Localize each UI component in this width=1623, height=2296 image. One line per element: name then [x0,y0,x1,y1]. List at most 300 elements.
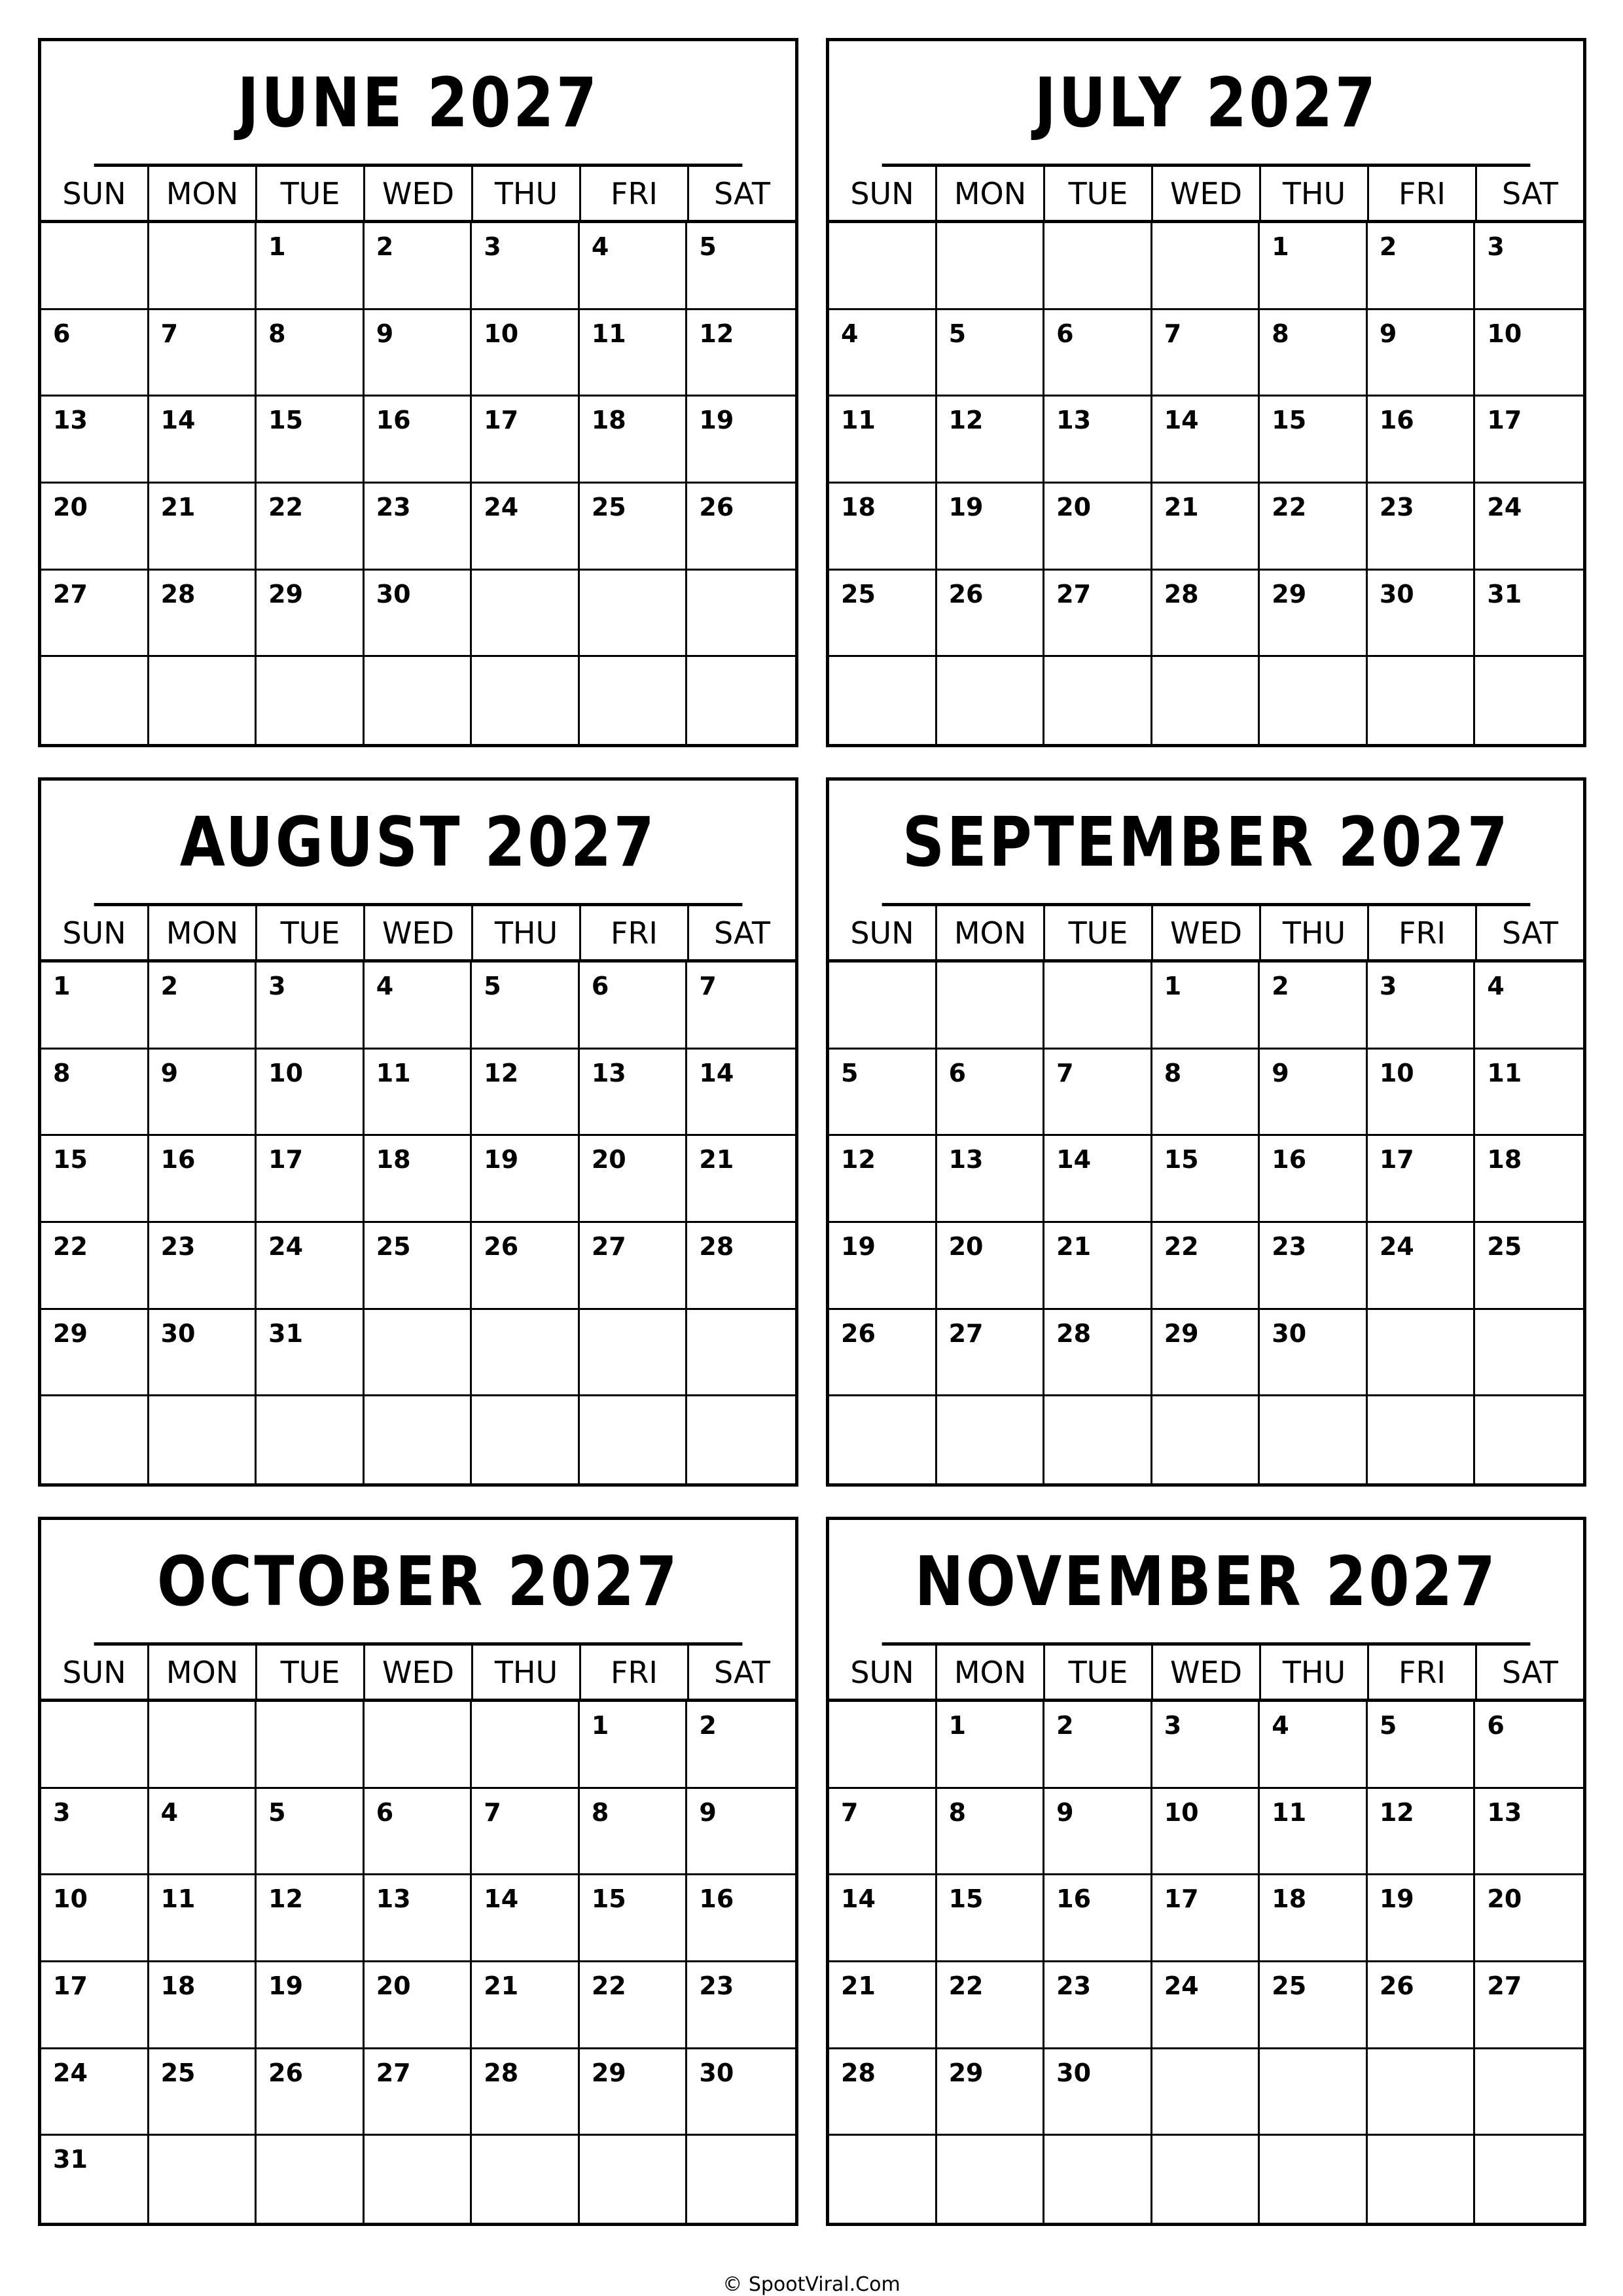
day-cell: 17 [41,1962,149,2049]
day-cell [365,2136,473,2223]
day-grid [829,223,1583,744]
day-cell: 30 [149,1310,257,1397]
day-cell: 5 [257,1789,365,1876]
day-cell: 19 [687,397,795,484]
weekday-label: SUN [41,167,149,220]
day-cell [257,1702,365,1789]
day-cell [472,2136,580,2223]
day-cell [149,1396,257,1483]
day-cell: 10 [1368,1050,1476,1137]
day-cell: 25 [149,2049,257,2136]
day-cell: 9 [1368,310,1476,397]
day-cell: 3 [1368,963,1476,1050]
day-cell: 21 [1152,484,1260,571]
day-cell [365,657,473,744]
weekday-label: SUN [829,906,937,959]
day-cell: 22 [257,484,365,571]
day-cell [472,571,580,658]
day-cell [41,657,149,744]
day-cell: 31 [41,2136,149,2223]
day-cell: 9 [149,1050,257,1137]
day-cell: 6 [1044,310,1152,397]
day-cell: 28 [1044,1310,1152,1397]
day-cell: 21 [687,1136,795,1223]
day-cell: 11 [149,1875,257,1962]
weekday-label: WED [1153,1646,1261,1699]
weekday-label: WED [365,167,473,220]
month-title: AUGUST 2027 [94,781,743,906]
weekday-label: FRI [1369,1646,1477,1699]
day-cell: 28 [149,571,257,658]
day-cell: 28 [829,2049,937,2136]
month-july [826,38,1586,747]
day-cell: 1 [1260,223,1368,310]
day-cell: 10 [1152,1789,1260,1876]
day-cell [1475,2049,1583,2136]
day-cell: 5 [687,223,795,310]
day-cell: 30 [687,2049,795,2136]
day-cell: 24 [41,2049,149,2136]
day-cell [1044,1396,1152,1483]
day-cell [149,223,257,310]
day-cell: 2 [1260,963,1368,1050]
day-cell: 27 [41,571,149,658]
day-cell: 21 [149,484,257,571]
day-cell [1368,1396,1476,1483]
day-cell: 7 [1044,1050,1152,1137]
day-cell [1260,2049,1368,2136]
weekday-label: MON [149,167,257,220]
day-cell [687,2136,795,2223]
day-cell [1475,1396,1583,1483]
day-cell [1044,963,1152,1050]
day-cell [365,1396,473,1483]
day-cell [1475,657,1583,744]
weekday-label: WED [365,1646,473,1699]
weekday-label: TUE [1045,906,1153,959]
day-cell: 27 [580,1223,688,1310]
day-cell: 20 [365,1962,473,2049]
day-cell: 29 [1260,571,1368,658]
day-cell: 12 [472,1050,580,1137]
day-cell: 25 [580,484,688,571]
day-cell: 13 [937,1136,1045,1223]
day-cell [1152,657,1260,744]
weekday-label: SUN [41,1646,149,1699]
day-cell: 8 [1260,310,1368,397]
day-cell [472,1310,580,1397]
day-cell: 11 [365,1050,473,1137]
day-cell [1368,2049,1476,2136]
day-cell [687,657,795,744]
day-cell: 19 [1368,1875,1476,1962]
day-cell: 24 [257,1223,365,1310]
day-cell: 24 [472,484,580,571]
day-cell: 7 [1152,310,1260,397]
day-cell: 15 [257,397,365,484]
day-cell: 18 [149,1962,257,2049]
day-cell: 13 [1475,1789,1583,1876]
day-cell: 8 [41,1050,149,1137]
day-cell: 2 [149,963,257,1050]
day-cell: 18 [1260,1875,1368,1962]
day-cell: 29 [257,571,365,658]
day-cell: 15 [1152,1136,1260,1223]
day-cell: 12 [1368,1789,1476,1876]
month-title: JUNE 2027 [94,41,743,167]
day-cell: 27 [937,1310,1045,1397]
day-cell [829,1396,937,1483]
day-cell: 14 [687,1050,795,1137]
day-cell [472,1702,580,1789]
day-cell: 18 [829,484,937,571]
day-cell: 20 [41,484,149,571]
day-cell: 2 [1368,223,1476,310]
day-cell: 25 [829,571,937,658]
day-cell: 6 [937,1050,1045,1137]
day-cell [1152,1396,1260,1483]
weekday-label: FRI [581,906,689,959]
day-cell: 30 [1044,2049,1152,2136]
weekday-header [41,167,795,223]
weekday-label: WED [365,906,473,959]
day-cell: 19 [937,484,1045,571]
day-cell: 2 [1044,1702,1152,1789]
weekday-header [829,167,1583,223]
weekday-label: SUN [829,167,937,220]
day-cell: 6 [365,1789,473,1876]
month-october [38,1517,798,2226]
day-cell: 7 [687,963,795,1050]
day-cell: 14 [472,1875,580,1962]
month-title: OCTOBER 2027 [94,1520,743,1646]
day-cell [149,657,257,744]
day-cell: 25 [1260,1962,1368,2049]
day-cell: 4 [580,223,688,310]
day-cell: 16 [1044,1875,1152,1962]
day-cell: 7 [149,310,257,397]
month-september [826,777,1586,1487]
day-cell: 14 [829,1875,937,1962]
day-cell: 24 [1368,1223,1476,1310]
day-cell: 31 [1475,571,1583,658]
day-cell: 26 [829,1310,937,1397]
day-cell: 1 [1152,963,1260,1050]
month-title: SEPTEMBER 2027 [882,781,1531,906]
day-cell: 16 [687,1875,795,1962]
day-cell: 18 [365,1136,473,1223]
weekday-label: MON [937,167,1045,220]
day-cell: 17 [1152,1875,1260,1962]
weekday-label: WED [1153,167,1261,220]
day-cell: 22 [937,1962,1045,2049]
day-cell: 30 [365,571,473,658]
weekday-label: THU [1261,906,1369,959]
day-cell: 10 [1475,310,1583,397]
day-cell: 3 [1152,1702,1260,1789]
day-cell: 17 [257,1136,365,1223]
weekday-label: FRI [581,1646,689,1699]
weekday-label: FRI [581,167,689,220]
month-title: JULY 2027 [882,41,1531,167]
day-cell: 26 [687,484,795,571]
weekday-label: SAT [1501,1654,1559,1690]
day-cell: 5 [472,963,580,1050]
day-cell: 8 [1152,1050,1260,1137]
day-cell: 4 [149,1789,257,1876]
day-cell: 15 [937,1875,1045,1962]
day-cell [1152,2136,1260,2223]
weekday-label: TUE [257,1646,365,1699]
day-cell: 31 [257,1310,365,1397]
day-cell: 4 [1475,963,1583,1050]
month-august [38,777,798,1487]
day-cell: 23 [1368,484,1476,571]
weekday-header [829,906,1583,963]
day-cell: 23 [687,1962,795,2049]
day-cell: 12 [829,1136,937,1223]
day-cell [687,571,795,658]
weekday-label: MON [937,1646,1045,1699]
day-cell [257,1396,365,1483]
weekday-label: MON [149,906,257,959]
weekday-label: TUE [1045,167,1153,220]
day-cell: 11 [580,310,688,397]
day-cell: 25 [365,1223,473,1310]
day-cell: 19 [829,1223,937,1310]
day-cell: 26 [1368,1962,1476,2049]
day-cell: 22 [1260,484,1368,571]
day-cell: 16 [149,1136,257,1223]
day-cell: 26 [937,571,1045,658]
day-cell: 6 [41,310,149,397]
day-cell: 24 [1475,484,1583,571]
day-cell: 2 [687,1702,795,1789]
day-cell [41,1396,149,1483]
day-cell: 23 [365,484,473,571]
day-cell: 17 [1368,1136,1476,1223]
day-cell [257,657,365,744]
day-cell: 23 [1260,1223,1368,1310]
day-cell: 19 [472,1136,580,1223]
day-cell: 23 [1044,1962,1152,2049]
weekday-label: TUE [257,167,365,220]
day-cell: 12 [257,1875,365,1962]
day-cell [41,1702,149,1789]
day-cell: 22 [41,1223,149,1310]
day-cell [41,223,149,310]
day-cell: 22 [1152,1223,1260,1310]
day-cell: 3 [257,963,365,1050]
weekday-header [829,1646,1583,1702]
day-cell: 28 [687,1223,795,1310]
day-cell: 24 [1152,1962,1260,2049]
day-cell [257,2136,365,2223]
day-cell: 13 [365,1875,473,1962]
weekday-label: SAT [713,175,771,211]
day-cell: 20 [1475,1875,1583,1962]
day-cell: 20 [1044,484,1152,571]
day-cell: 14 [1152,397,1260,484]
day-cell: 3 [472,223,580,310]
day-cell: 15 [580,1875,688,1962]
day-cell: 4 [1260,1702,1368,1789]
day-cell: 12 [937,397,1045,484]
day-cell [1044,223,1152,310]
weekday-label: WED [1153,906,1261,959]
day-cell: 15 [41,1136,149,1223]
day-cell: 13 [41,397,149,484]
day-cell: 4 [365,963,473,1050]
day-cell: 29 [937,2049,1045,2136]
weekday-label: THU [1261,1646,1369,1699]
day-cell: 1 [257,223,365,310]
day-cell: 23 [149,1223,257,1310]
day-cell: 29 [41,1310,149,1397]
weekday-label: MON [149,1646,257,1699]
day-cell: 11 [1260,1789,1368,1876]
day-cell: 12 [687,310,795,397]
day-cell: 13 [1044,397,1152,484]
day-cell: 16 [1368,397,1476,484]
day-cell [937,963,1045,1050]
weekday-label: SAT [713,915,771,951]
day-cell: 8 [580,1789,688,1876]
day-cell: 9 [1260,1050,1368,1137]
day-cell [687,1310,795,1397]
weekday-label: SAT [1501,175,1559,211]
day-cell: 3 [41,1789,149,1876]
day-cell: 7 [472,1789,580,1876]
weekday-label: FRI [1369,906,1477,959]
day-cell: 1 [580,1702,688,1789]
day-cell [829,223,937,310]
day-grid [829,963,1583,1483]
weekday-label: THU [473,906,581,959]
day-cell: 6 [1475,1702,1583,1789]
day-cell [472,657,580,744]
month-june [38,38,798,747]
day-cell [937,657,1045,744]
day-cell [149,2136,257,2223]
day-cell [1152,2049,1260,2136]
day-cell [829,657,937,744]
weekday-label: THU [1261,167,1369,220]
day-cell [580,657,688,744]
day-cell: 19 [257,1962,365,2049]
day-cell [1152,223,1260,310]
day-cell: 27 [1044,571,1152,658]
day-cell: 6 [580,963,688,1050]
day-cell: 7 [829,1789,937,1876]
day-cell: 18 [1475,1136,1583,1223]
day-cell: 15 [1260,397,1368,484]
day-cell [1260,1396,1368,1483]
day-cell: 9 [365,310,473,397]
weekday-label: TUE [257,906,365,959]
weekday-label: MON [937,906,1045,959]
day-cell: 22 [580,1962,688,2049]
day-cell [829,1702,937,1789]
weekday-header [41,1646,795,1702]
day-cell [937,2136,1045,2223]
weekday-label: THU [473,1646,581,1699]
day-cell [149,1702,257,1789]
weekday-label: SAT [1501,915,1559,951]
day-cell [1044,657,1152,744]
day-cell: 14 [1044,1136,1152,1223]
day-cell [1044,2136,1152,2223]
day-cell: 9 [1044,1789,1152,1876]
day-cell: 10 [472,310,580,397]
day-cell: 11 [829,397,937,484]
day-cell: 21 [829,1962,937,2049]
day-cell [1260,2136,1368,2223]
day-cell: 27 [1475,1962,1583,2049]
weekday-header [41,906,795,963]
day-cell: 14 [149,397,257,484]
day-cell: 4 [829,310,937,397]
day-grid [41,1702,795,2223]
day-grid [41,223,795,744]
day-cell [1368,2136,1476,2223]
day-cell: 25 [1475,1223,1583,1310]
day-grid [41,963,795,1483]
day-cell: 10 [41,1875,149,1962]
day-cell: 30 [1368,571,1476,658]
day-cell: 1 [41,963,149,1050]
day-cell: 17 [472,397,580,484]
day-cell: 30 [1260,1310,1368,1397]
weekday-label: THU [473,167,581,220]
day-cell [580,571,688,658]
day-cell [580,1396,688,1483]
weekday-label: TUE [1045,1646,1153,1699]
day-cell [829,963,937,1050]
day-cell: 2 [365,223,473,310]
day-cell [472,1396,580,1483]
day-cell [1368,657,1476,744]
day-cell: 5 [829,1050,937,1137]
day-cell: 16 [1260,1136,1368,1223]
weekday-label: SUN [41,906,149,959]
weekday-label: SUN [829,1646,937,1699]
day-cell: 21 [472,1962,580,2049]
day-cell: 28 [472,2049,580,2136]
day-cell: 5 [1368,1702,1476,1789]
day-cell: 13 [580,1050,688,1137]
day-cell [365,1702,473,1789]
day-cell [580,1310,688,1397]
month-title: NOVEMBER 2027 [882,1520,1531,1646]
day-cell [365,1310,473,1397]
day-cell [1368,1310,1476,1397]
day-cell: 26 [257,2049,365,2136]
month-november [826,1517,1586,2226]
weekday-label: SAT [713,1654,771,1690]
copyright-footer: © SpootViral.Com [722,2273,901,2296]
day-cell [829,2136,937,2223]
day-cell [580,2136,688,2223]
day-cell: 21 [1044,1223,1152,1310]
day-cell: 29 [580,2049,688,2136]
day-cell: 8 [257,310,365,397]
day-cell: 3 [1475,223,1583,310]
day-cell: 9 [687,1789,795,1876]
day-cell [937,223,1045,310]
day-cell: 1 [937,1702,1045,1789]
day-cell: 10 [257,1050,365,1137]
